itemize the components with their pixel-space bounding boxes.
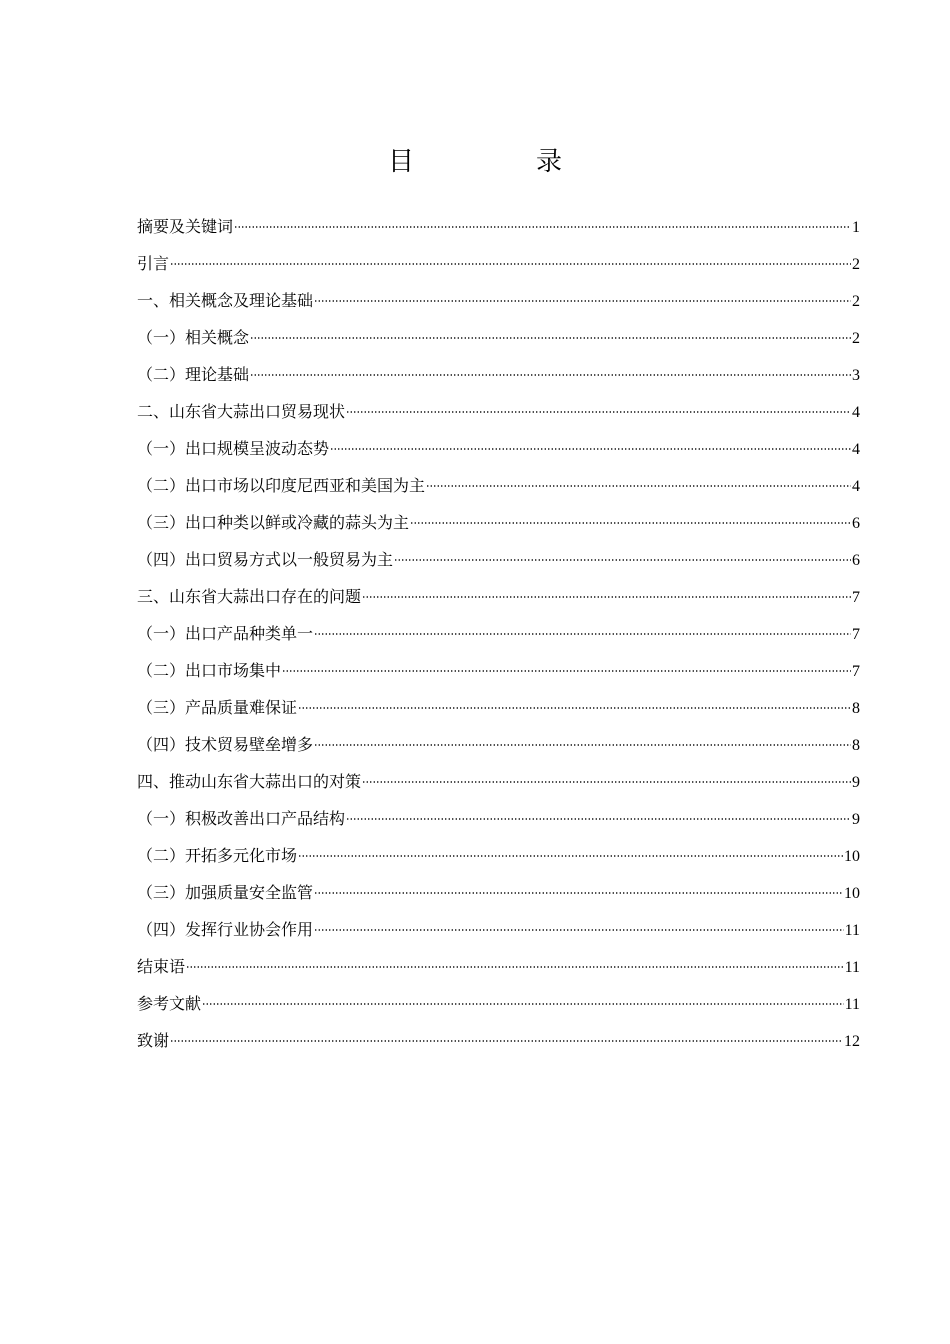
- toc-leader-dots: [362, 781, 851, 783]
- toc-entry-text: （四）技术贸易壁垒增多: [137, 735, 314, 754]
- toc-entry-page: 10: [844, 885, 860, 902]
- toc-entry[interactable]: [137, 800, 860, 837]
- toc-entry-text: （三）产品质量难保证: [137, 698, 298, 717]
- toc-entry[interactable]: [137, 504, 860, 541]
- toc-entry-page: 9: [852, 774, 860, 791]
- toc-entry-text: 参考文献: [137, 994, 202, 1013]
- toc-entry-text: （二）出口市场集中: [137, 661, 282, 680]
- toc-leader-dots: [426, 485, 851, 487]
- toc-leader-dots: [346, 411, 851, 413]
- toc-leader-dots: [362, 596, 851, 598]
- toc-entry-text: （一）出口规模呈波动态势: [137, 439, 330, 458]
- toc-entry-text: （三）加强质量安全监管: [137, 883, 314, 902]
- toc-entry-text: （四）出口贸易方式以一般贸易为主: [137, 550, 394, 569]
- toc-entry-page: 2: [852, 256, 860, 273]
- toc-leader-dots: [314, 300, 851, 302]
- toc-entry-text: 四、推动山东省大蒜出口的对策: [137, 772, 362, 791]
- toc-leader-dots: [346, 818, 851, 820]
- toc-entry-page: 7: [852, 626, 860, 643]
- toc-leader-dots: [170, 263, 851, 265]
- toc-entry-page: 1: [852, 219, 860, 236]
- toc-entry-text: 三、山东省大蒜出口存在的问题: [137, 587, 362, 606]
- toc-entry[interactable]: [137, 319, 860, 356]
- toc-leader-dots: [170, 1040, 843, 1042]
- toc-entry[interactable]: [137, 467, 860, 504]
- toc-leader-dots: [394, 559, 851, 561]
- toc-entry[interactable]: [137, 245, 860, 282]
- toc-entry[interactable]: [137, 282, 860, 319]
- toc-entry-page: 6: [852, 515, 860, 532]
- toc-entry-text: 一、相关概念及理论基础: [137, 291, 314, 310]
- toc-entry-page: 3: [852, 367, 860, 384]
- toc-entry[interactable]: [137, 874, 860, 911]
- toc-leader-dots: [314, 929, 844, 931]
- toc-entry-text: （三）出口种类以鲜或冷藏的蒜头为主: [137, 513, 410, 532]
- toc-entry-page: 7: [852, 589, 860, 606]
- toc-entry[interactable]: [137, 1022, 860, 1059]
- toc-entry[interactable]: [137, 763, 860, 800]
- toc-leader-dots: [250, 337, 851, 339]
- toc-leader-dots: [250, 374, 851, 376]
- toc-leader-dots: [410, 522, 851, 524]
- toc-entry-page: 7: [852, 663, 860, 680]
- toc-leader-dots: [314, 744, 851, 746]
- toc-entry-page: 12: [844, 1033, 860, 1050]
- toc-entry-page: 4: [852, 478, 860, 495]
- toc-entry[interactable]: [137, 208, 860, 245]
- toc-entry-text: （二）理论基础: [137, 365, 250, 384]
- toc-title: 目 录: [387, 147, 610, 177]
- toc-entry[interactable]: [137, 356, 860, 393]
- toc-leader-dots: [298, 855, 843, 857]
- toc-entry-page: 11: [844, 959, 860, 976]
- toc-entry-page: 11: [844, 996, 860, 1013]
- toc-entry[interactable]: [137, 726, 860, 763]
- toc-entry-page: 9: [852, 811, 860, 828]
- toc-leader-dots: [282, 670, 851, 672]
- toc-entry-page: 11: [844, 922, 860, 939]
- toc-leader-dots: [186, 966, 844, 968]
- toc-entry[interactable]: [137, 911, 860, 948]
- toc-entry[interactable]: [137, 615, 860, 652]
- toc-entry-page: 10: [844, 848, 860, 865]
- toc-leader-dots: [298, 707, 851, 709]
- toc-leader-dots: [314, 633, 851, 635]
- toc-entry-text: （二）出口市场以印度尼西亚和美国为主: [137, 476, 426, 495]
- toc-entry-text: 二、山东省大蒜出口贸易现状: [137, 402, 346, 421]
- toc-entry[interactable]: [137, 430, 860, 467]
- toc-leader-dots: [202, 1003, 844, 1005]
- toc-entry-text: （一）出口产品种类单一: [137, 624, 314, 643]
- toc-entry-text: 摘要及关键词: [137, 217, 234, 236]
- toc-entry[interactable]: [137, 837, 860, 874]
- toc-entry[interactable]: [137, 985, 860, 1022]
- toc-entry-text: （二）开拓多元化市场: [137, 846, 298, 865]
- toc-entry[interactable]: [137, 578, 860, 615]
- toc-list: [137, 208, 860, 1059]
- toc-entry[interactable]: [137, 541, 860, 578]
- toc-leader-dots: [234, 226, 851, 228]
- toc-leader-dots: [330, 448, 851, 450]
- toc-entry-text: 结束语: [137, 957, 186, 976]
- toc-entry-page: 8: [852, 737, 860, 754]
- toc-entry-page: 6: [852, 552, 860, 569]
- toc-entry[interactable]: [137, 393, 860, 430]
- toc-entry-text: （一）积极改善出口产品结构: [137, 809, 346, 828]
- toc-entry-page: 2: [852, 293, 860, 310]
- toc-leader-dots: [314, 892, 843, 894]
- toc-entry-page: 4: [852, 404, 860, 421]
- toc-entry-page: 4: [852, 441, 860, 458]
- toc-entry-text: 引言: [137, 254, 170, 273]
- toc-entry[interactable]: [137, 948, 860, 985]
- toc-entry-text: （四）发挥行业协会作用: [137, 920, 314, 939]
- toc-entry-page: 2: [852, 330, 860, 347]
- toc-entry[interactable]: [137, 652, 860, 689]
- toc-entry[interactable]: [137, 689, 860, 726]
- toc-entry-text: 致谢: [137, 1031, 170, 1050]
- toc-entry-page: 8: [852, 700, 860, 717]
- toc-entry-text: （一）相关概念: [137, 328, 250, 347]
